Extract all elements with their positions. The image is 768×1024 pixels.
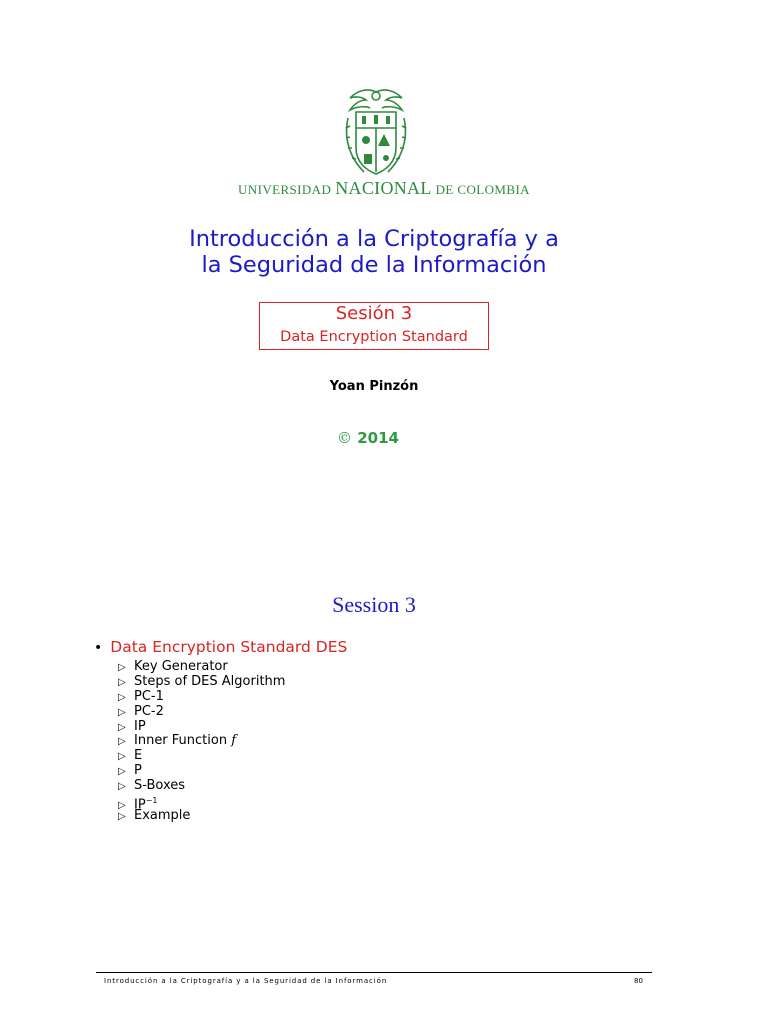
list-item — [118, 764, 285, 779]
course-title — [0, 226, 748, 278]
triangle-bullet-icon: ▷ — [118, 800, 126, 812]
list-item-math: f — [231, 733, 237, 749]
triangle-bullet-icon: ▷ — [118, 706, 126, 718]
course-title-line-1: Introducción a la Criptografía y a — [189, 226, 559, 252]
list-item-label: P — [134, 763, 142, 779]
triangle-bullet-icon: ▷ — [118, 676, 126, 688]
copyright-year: 2014 — [357, 429, 399, 447]
list-item-label: Inner Function — [134, 733, 232, 749]
list-item-label: IP — [134, 718, 146, 734]
triangle-bullet-icon: ▷ — [118, 736, 126, 748]
list-item — [118, 779, 285, 794]
footer-title: Introducción a la Criptografía y a la Seguridad de la Información — [104, 977, 388, 985]
footer-divider — [96, 972, 652, 973]
session-subtitle: Data Encryption Standard — [280, 329, 468, 345]
university-name-suffix: DE COLOMBIA — [435, 182, 530, 197]
university-seal-logo — [340, 84, 412, 180]
list-item-label: PC-2 — [134, 703, 164, 719]
triangle-bullet-icon: ▷ — [118, 766, 126, 778]
course-title-line-2: la Seguridad de la Información — [201, 252, 547, 278]
list-item — [118, 809, 285, 824]
list-item — [118, 675, 285, 690]
triangle-bullet-icon: ▷ — [118, 662, 126, 673]
bullet-main-label: Data Encryption Standard DES — [110, 638, 348, 656]
triangle-bullet-icon: ▷ — [118, 781, 126, 793]
list-item-label: Example — [134, 807, 191, 823]
list-item — [118, 794, 285, 813]
list-item — [118, 690, 285, 705]
session-box — [259, 302, 489, 350]
bullet-main — [94, 638, 347, 656]
list-item-superscript: −1 — [145, 796, 158, 806]
page-number: 80 — [634, 977, 643, 985]
triangle-bullet-icon: ▷ — [118, 721, 126, 733]
list-item — [118, 660, 285, 675]
list-item-label: PC-1 — [134, 688, 164, 704]
author-name: Yoan Pinzón — [329, 379, 419, 394]
list-item-label: Steps of DES Algorithm — [134, 673, 286, 689]
slide-title: Session 3 — [332, 592, 416, 617]
copyright — [0, 429, 736, 447]
list-item — [118, 705, 285, 720]
copyright-icon: © — [337, 429, 352, 447]
session-title: Sesión 3 — [335, 303, 413, 324]
triangle-bullet-icon: ▷ — [118, 751, 126, 763]
list-item — [118, 734, 285, 749]
list-item — [118, 720, 285, 735]
list-item-label: E — [134, 748, 143, 764]
triangle-bullet-icon: ▷ — [118, 810, 126, 822]
list-item — [118, 749, 285, 764]
bullet-dot-icon: • — [94, 640, 103, 656]
list-item-label: IP — [134, 797, 146, 813]
list-item-label: S-Boxes — [134, 778, 186, 794]
university-name-main: NACIONAL — [335, 178, 432, 198]
triangle-bullet-icon: ▷ — [118, 691, 126, 703]
topic-list — [118, 660, 285, 824]
university-name-prefix: UNIVERSIDAD — [238, 182, 332, 197]
list-item-label: Key Generator — [134, 659, 228, 674]
university-name — [0, 178, 768, 199]
